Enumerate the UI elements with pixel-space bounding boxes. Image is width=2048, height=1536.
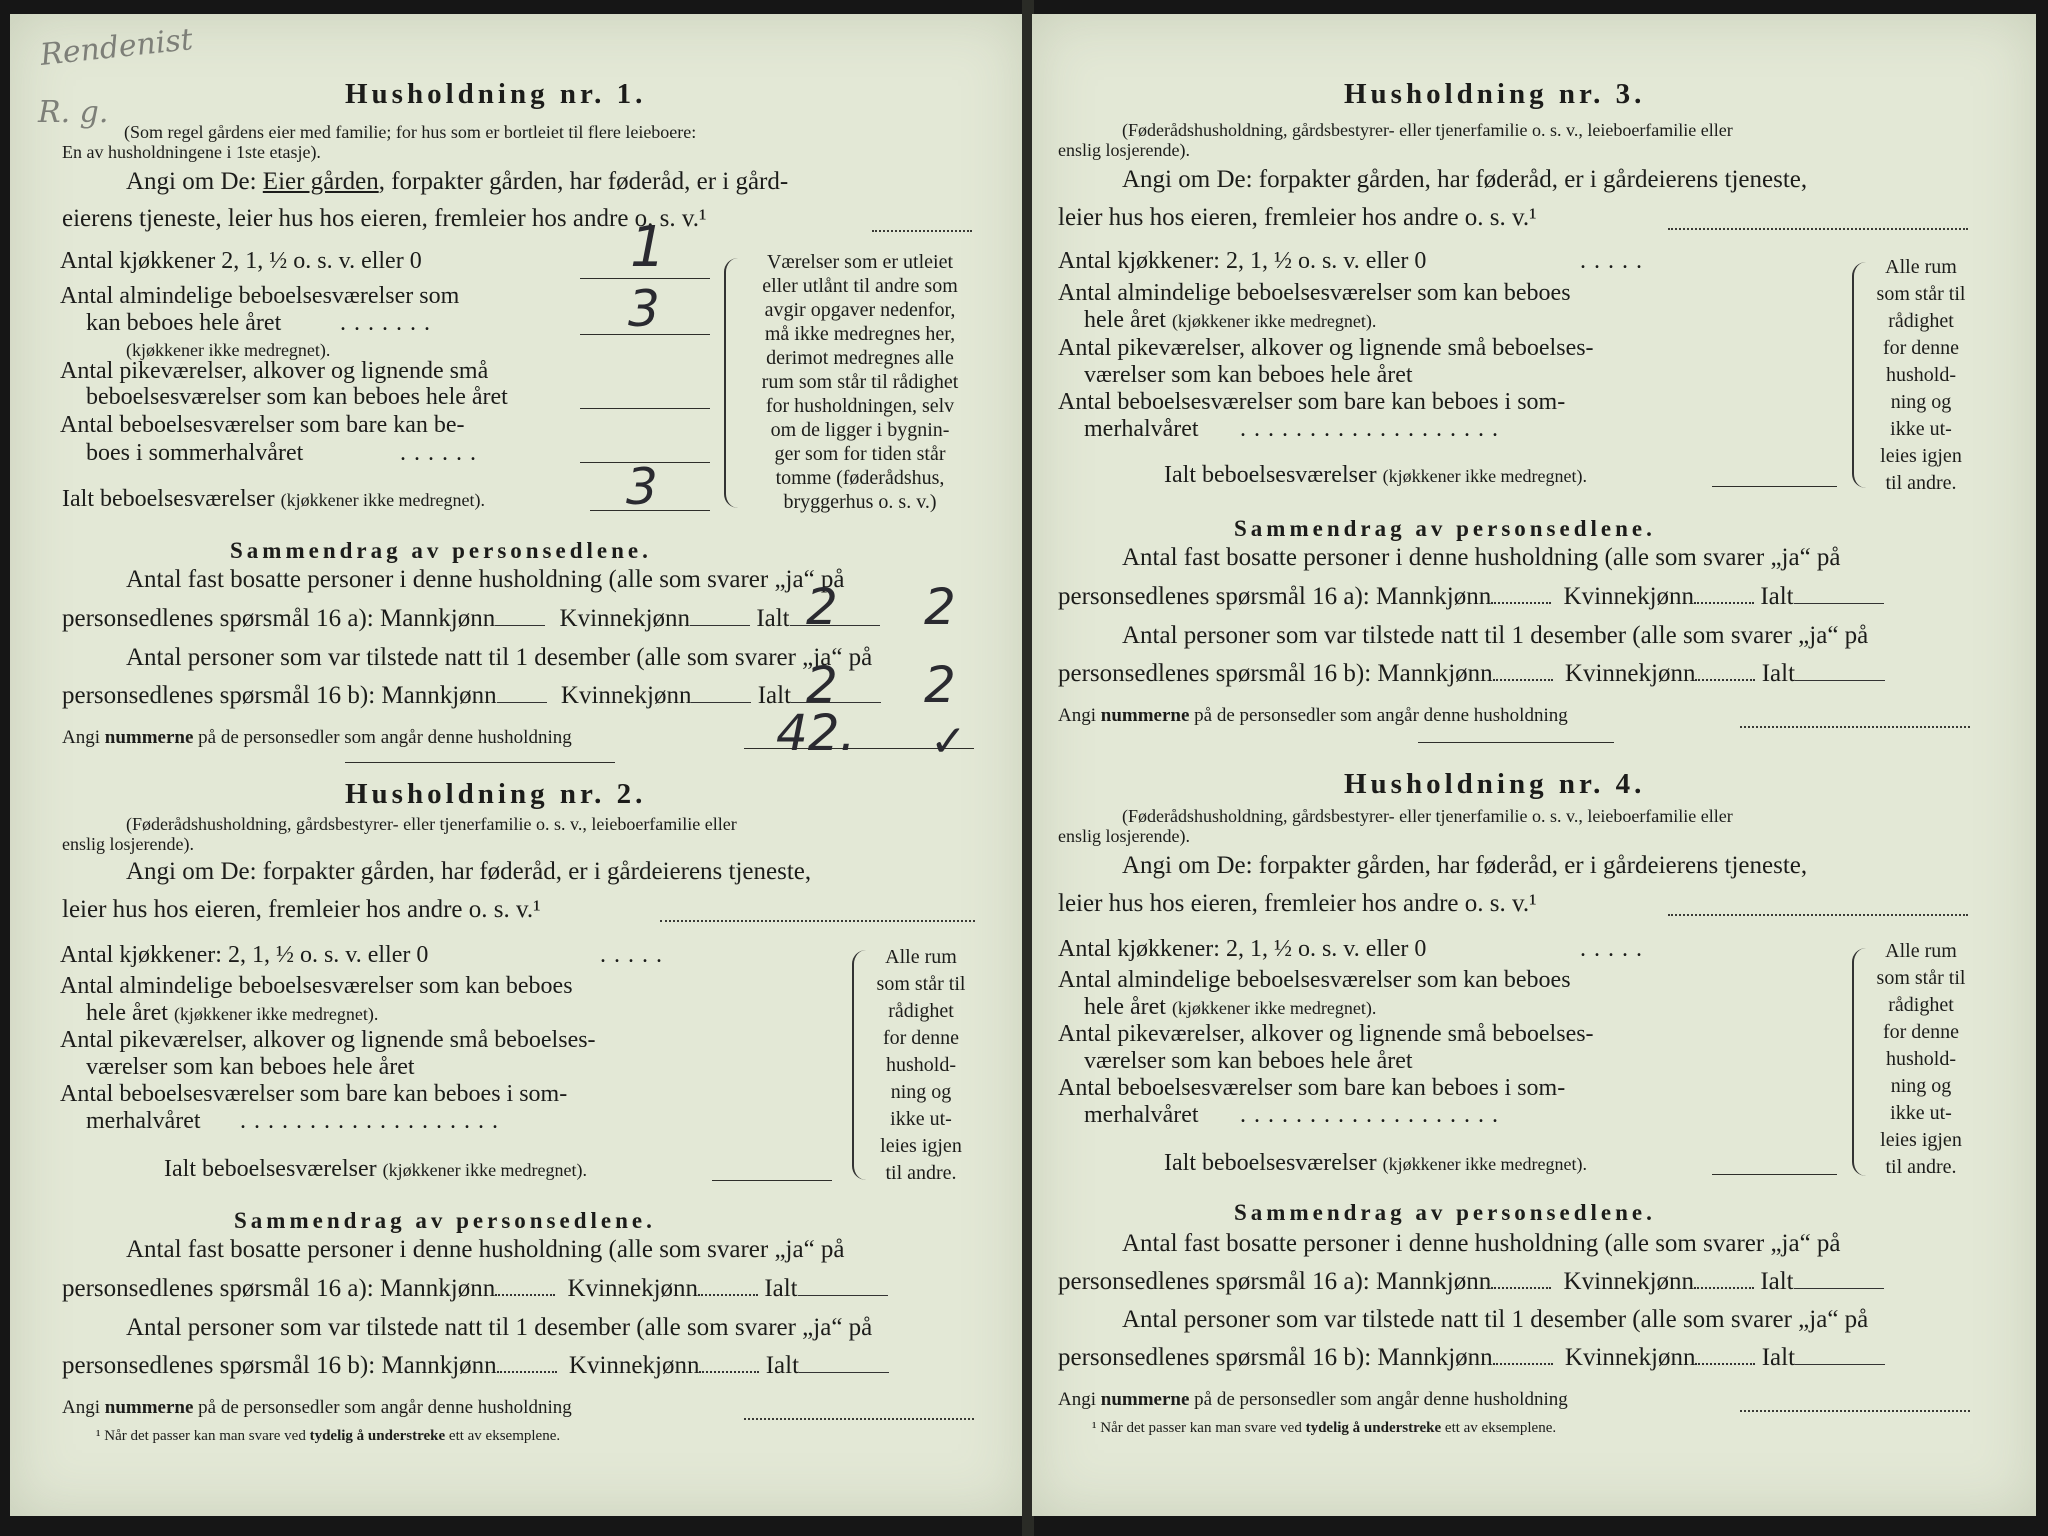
h4-rooms-label-1: Antal almindelige beboelsesværelser som kan beboes <box>1058 967 1571 993</box>
household-3-status-question: Angi om De: forpakter gården, har føderåd, er i gårdeierens tjeneste, <box>1122 166 1808 193</box>
household-1-subtitle-line2: En av husholdningene i 1ste etasje). <box>62 142 321 162</box>
household-4-subtitle-line2: enslig losjerende). <box>1058 826 1190 846</box>
household-1-status-question-line2: eierens tjeneste, leier hus hos eieren, fremleier hos andre o. s. v.¹ <box>62 205 707 232</box>
h2-summer-rooms-label-1: Antal beboelsesværelser som bare kan beboes i som- <box>60 1081 568 1107</box>
h3-kitchens-label: Antal kjøkkener: 2, 1, ½ o. s. v. eller 0 <box>1058 248 1427 274</box>
h4-small-rooms-label-1: Antal pikeværelser, alkover og lignende små beboelses- <box>1058 1021 1594 1047</box>
h4-summary-a-line1: Antal fast bosatte personer i denne husholdning (alle som svarer „ja“ på <box>1122 1230 1841 1257</box>
household-2-subtitle-line1: (Føderådshusholdning, gårdsbestyrer- eller tjenerfamilie o. s. v., leieboerfamilie eller <box>126 814 737 834</box>
h1-summary-b-female-answer: 2 <box>806 656 838 714</box>
h2-summary-a-line2: personsedlenes spørsmål 16 a): Mannkjønn Kvinnekjønn Ialt <box>62 1275 888 1303</box>
h1-summary-a-line1: Antal fast bosatte personer i denne husholdning (alle som svarer „ja“ på <box>126 566 845 593</box>
h2-summary-b-line2: personsedlenes spørsmål 16 b): Mannkjønn Kvinnekjønn Ialt <box>62 1352 889 1380</box>
h4-kitchens-label: Antal kjøkkener: 2, 1, ½ o. s. v. eller 0 <box>1058 936 1427 962</box>
h3-summary-title: Sammendrag av personsedlene. <box>1234 516 1656 541</box>
h1-kitchens-label: Antal kjøkkener 2, 1, ½ o. s. v. eller 0 <box>60 248 422 274</box>
household-3-subtitle-line1: (Føderådshusholdning, gårdsbestyrer- eller tjenerfamilie o. s. v., leieboerfamilie eller <box>1122 120 1733 140</box>
left-footnote: ¹ Når det passer kan man svare ved tydelig å understreke ett av eksemplene. <box>96 1428 561 1444</box>
h3-total-rooms-label: Ialt beboelsesværelser (kjøkkener ikke medregnet). <box>1164 462 1588 488</box>
h2-total-rooms-label: Ialt beboelsesværelser (kjøkkener ikke medregnet). <box>164 1156 588 1182</box>
h1-summary-a-line2: personsedlenes spørsmål 16 a): Mannkjønn Kvinnekjønn Ialt <box>62 605 880 633</box>
h2-summer-rooms-label-2: merhalvåret <box>86 1108 201 1134</box>
h1-note-brace <box>724 258 740 508</box>
status-eier-underlined: Eier gården <box>262 168 379 195</box>
h4-side-note: Alle rum som står til rådighet for denne hushold- ning og ikke ut- leies igjen til andre. <box>1876 940 1966 1178</box>
household-4-status-question-line2: leier hus hos eieren, fremleier hos andre o. s. v.¹ <box>1058 890 1537 917</box>
h2-summary-b-line1: Antal personer som var tilstede natt til 1 desember (alle som svarer „ja“ på <box>126 1314 873 1341</box>
h1-summary-b-line2: personsedlenes spørsmål 16 b): Mannkjønn Kvinnekjønn Ialt <box>62 682 881 710</box>
h1-rooms-answer: 3 <box>628 280 660 338</box>
h3-summary-b-line2: personsedlenes spørsmål 16 b): Mannkjønn Kvinnekjønn Ialt <box>1058 660 1885 688</box>
household-4-subtitle-line1: (Føderådshusholdning, gårdsbestyrer- eller tjenerfamilie o. s. v., leieboerfamilie eller <box>1122 806 1733 826</box>
margin-note-rendenist: Rendenist <box>38 22 195 73</box>
h1-summer-rooms-label-2: boes i sommerhalvåret <box>86 440 304 466</box>
h1-summary-title: Sammendrag av personsedlene. <box>230 538 652 563</box>
h3-summary-b-line1: Antal personer som var tilstede natt til 1 desember (alle som svarer „ja“ på <box>1122 622 1869 649</box>
h2-small-rooms-label-1: Antal pikeværelser, alkover og lignende små beboelses- <box>60 1027 596 1053</box>
margin-note-rg: R. g. <box>38 95 109 130</box>
h3-summer-rooms-label-1: Antal beboelsesværelser som bare kan beboes i som- <box>1058 389 1566 415</box>
h2-rooms-label-2: hele året (kjøkkener ikke medregnet). <box>86 1000 379 1026</box>
household-2-subtitle-line2: enslig losjerende). <box>62 834 194 854</box>
h4-summer-rooms-label-2: merhalvåret <box>1084 1102 1199 1128</box>
h4-total-rooms-label: Ialt beboelsesværelser (kjøkkener ikke medregnet). <box>1164 1150 1588 1176</box>
h3-summer-rooms-label-2: merhalvåret <box>1084 416 1199 442</box>
h2-numbers-label: Angi nummerne på de personsedler som angår denne husholdning <box>62 1397 572 1418</box>
h4-rooms-label-2: hele året (kjøkkener ikke medregnet). <box>1084 994 1377 1020</box>
h1-summary-a-total-answer: 2 <box>924 578 956 636</box>
right-footnote: ¹ Når det passer kan man svare ved tydelig å understreke ett av eksemplene. <box>1092 1420 1557 1436</box>
h3-rooms-label-2: hele året (kjøkkener ikke medregnet). <box>1084 307 1377 333</box>
household-2-status-question-line2: leier hus hos eieren, fremleier hos andre o. s. v.¹ <box>62 896 541 923</box>
h3-summary-a-line2: personsedlenes spørsmål 16 a): Mannkjønn Kvinnekjønn Ialt <box>1058 583 1884 611</box>
h3-rooms-label-1: Antal almindelige beboelsesværelser som kan beboes <box>1058 280 1571 306</box>
h1-summary-a-female-answer: 2 <box>806 578 838 636</box>
household-2-title: Husholdning nr. 2. <box>345 778 647 810</box>
h1-summary-b-line1: Antal personer som var tilstede natt til 1 desember (alle som svarer „ja“ på <box>126 644 873 671</box>
household-4-status-question: Angi om De: forpakter gården, har føderåd, er i gårdeierens tjeneste, <box>1122 852 1808 879</box>
h1-numbers-label: Angi nummerne på de personsedler som angår denne husholdning <box>62 727 572 748</box>
h2-rooms-label-1: Antal almindelige beboelsesværelser som kan beboes <box>60 973 573 999</box>
h3-small-rooms-label-2: værelser som kan beboes hele året <box>1084 362 1413 388</box>
h3-small-rooms-label-1: Antal pikeværelser, alkover og lignende små beboelses- <box>1058 335 1594 361</box>
h3-numbers-label: Angi nummerne på de personsedler som angår denne husholdning <box>1058 705 1568 726</box>
household-1-status-question: Angi om De: Eier gården, forpakter gården, har føderåd, er i gård- <box>126 168 789 195</box>
h2-small-rooms-label-2: værelser som kan beboes hele året <box>86 1054 415 1080</box>
h1-kitchens-answer: 1 <box>630 215 666 280</box>
h2-summary-a-line1: Antal fast bosatte personer i denne husholdning (alle som svarer „ja“ på <box>126 1236 845 1263</box>
h1-summary-b-total-answer: 2 <box>924 656 956 714</box>
h4-summary-a-line2: personsedlenes spørsmål 16 a): Mannkjønn Kvinnekjønn Ialt <box>1058 1268 1884 1296</box>
h4-numbers-label: Angi nummerne på de personsedler som angår denne husholdning <box>1058 1389 1568 1410</box>
h1-rooms-label-2: kan beboes hele året <box>86 310 282 336</box>
household-1-title: Husholdning nr. 1. <box>345 78 647 110</box>
h4-summary-title: Sammendrag av personsedlene. <box>1234 1200 1656 1225</box>
household-3-title: Husholdning nr. 3. <box>1344 78 1646 110</box>
household-3-subtitle-line2: enslig losjerende). <box>1058 140 1190 160</box>
h1-numbers-answer: 42. <box>776 704 856 762</box>
h3-side-note: Alle rum som står til rådighet for denne hushold- ning og ikke ut- leies igjen til andre. <box>1876 256 1966 494</box>
h4-small-rooms-label-2: værelser som kan beboes hele året <box>1084 1048 1413 1074</box>
h1-total-rooms-answer: 3 <box>626 458 658 516</box>
h1-total-rooms-label: Ialt beboelsesværelser (kjøkkener ikke medregnet). <box>62 486 486 512</box>
h1-rooms-label-1: Antal almindelige beboelsesværelser som <box>60 283 460 309</box>
h4-summer-rooms-label-1: Antal beboelsesværelser som bare kan beboes i som- <box>1058 1075 1566 1101</box>
h2-kitchens-label: Antal kjøkkener: 2, 1, ½ o. s. v. eller 0 <box>60 942 429 968</box>
household-1-subtitle-line1: (Som regel gårdens eier med familie; for hus som er bortleiet til flere leieboere: <box>124 122 697 142</box>
h1-small-rooms-label-1: Antal pikeværelser, alkover og lignende små <box>60 358 489 384</box>
h3-summary-a-line1: Antal fast bosatte personer i denne husholdning (alle som svarer „ja“ på <box>1122 544 1841 571</box>
household-4-title: Husholdning nr. 4. <box>1344 768 1646 800</box>
h2-side-note: Alle rum som står til rådighet for denne hushold- ning og ikke ut- leies igjen til andre. <box>876 946 966 1184</box>
h1-rooms-label-3: (kjøkkener ikke medregnet). <box>126 340 331 360</box>
h4-summary-b-line2: personsedlenes spørsmål 16 b): Mannkjønn Kvinnekjønn Ialt <box>1058 1344 1885 1372</box>
household-2-status-question: Angi om De: forpakter gården, har føderåd, er i gårdeierens tjeneste, <box>126 858 812 885</box>
h1-small-rooms-label-2: beboelsesværelser som kan beboes hele året <box>86 384 508 410</box>
h1-side-note: Værelser som er utleiet eller utlånt til andre som avgir opgaver nedenfor, må ikke medregnes her, derimot medregnes alle rum som står til rådighet for husholdningen, selv om de ligger i bygnin- ger som for tiden står tomme (føderådshus, bryggerhus o. s. v.) <box>761 251 959 513</box>
h1-summer-rooms-label-1: Antal beboelsesværelser som bare kan be- <box>60 412 465 438</box>
h4-summary-b-line1: Antal personer som var tilstede natt til 1 desember (alle som svarer „ja“ på <box>1122 1306 1869 1333</box>
h2-summary-title: Sammendrag av personsedlene. <box>234 1208 656 1233</box>
household-3-status-question-line2: leier hus hos eieren, fremleier hos andre o. s. v.¹ <box>1058 204 1537 231</box>
